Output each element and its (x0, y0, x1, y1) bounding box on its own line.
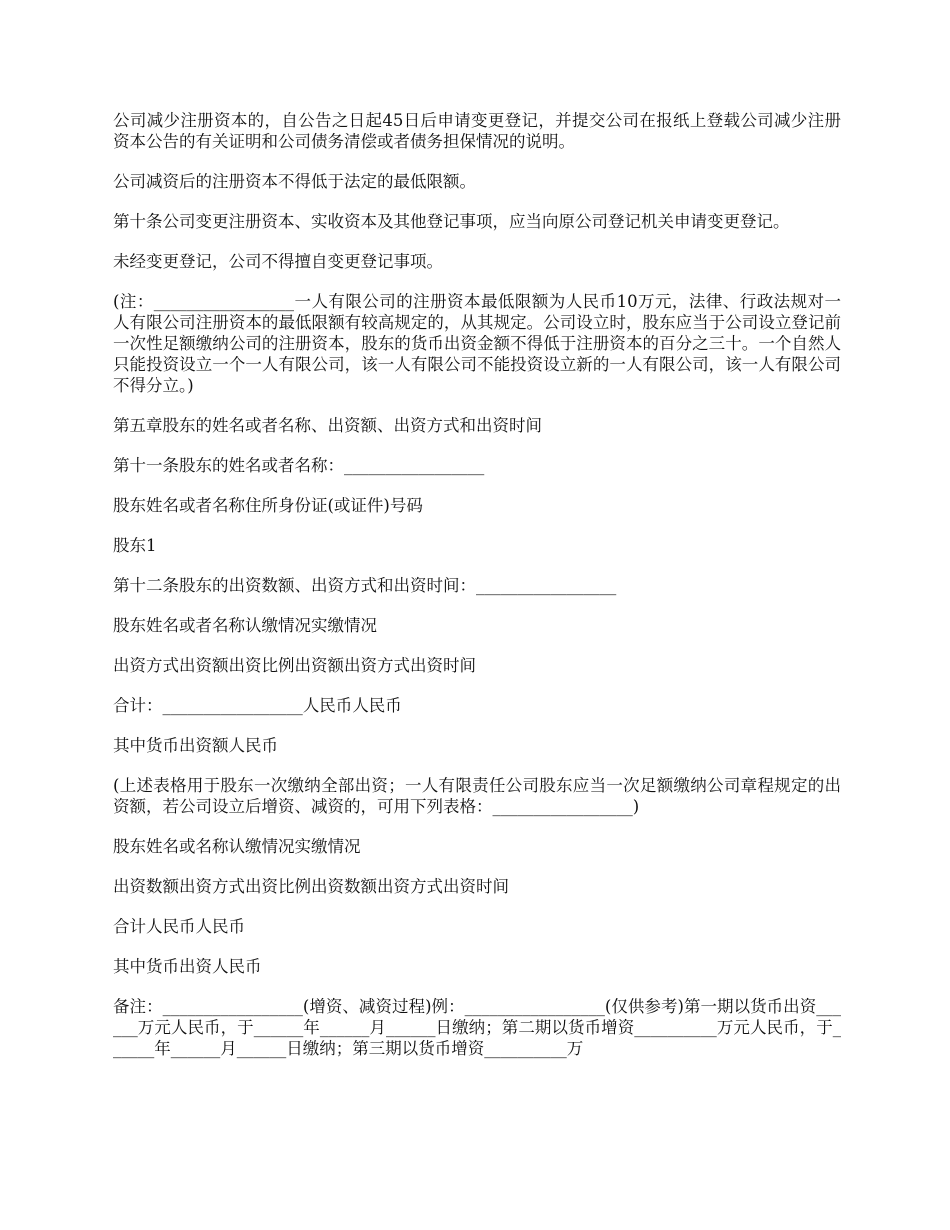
table-row-currency-contribution-2: 其中货币出资人民币 (113, 957, 262, 976)
paragraph-article-10: 第十条公司变更注册资本、实收资本及其他登记事项，应当向原公司登记机关申请变更登记。 (113, 212, 790, 231)
table-subheader-contribution-2: 出资数额出资方式出资比例出资数额出资方式出资时间 (113, 877, 509, 896)
table-row-shareholder-1: 股东1 (113, 536, 157, 555)
table-row-total: 合计：_________________人民币人民币 (113, 696, 402, 715)
table-header-shareholder-info: 股东姓名或者名称住所身份证(或证件)号码 (113, 496, 423, 515)
paragraph-minimum-capital: 公司减资后的注册资本不得低于法定的最低限额。 (113, 172, 476, 191)
paragraph-note-one-person-company: (注：_________________一人有限公司的注册资本最低限额为人民币10万元，法律、行政法规对一人有限公司注册资本的最低限额有较高规定的，从其规定。公司设立时，股东应当于公司设立登记前一次性足额缴纳公司的注册资本，股东的货币出资金额不得低于注册资本的百分之三十。一个自然人只能投资设立一个一人有限公司，该一人有限公司不能投资设立新的一人有限公司，该一人有限公司不得分立。) (113, 292, 841, 395)
document-body (113, 110, 841, 1078)
table-header-contribution-2: 股东姓名或名称认缴情况实缴情况 (113, 837, 361, 856)
paragraph-no-unregistered-change: 未经变更登记，公司不得擅自变更登记事项。 (113, 252, 443, 271)
paragraph-remarks: 备注：_________________(增资、减资过程)例：_________________(仅供参考)第一期以货币出资______万元人民币，于______年______月______日缴纳；第二期以货币增资__________万元人民币，于______年______月______日缴纳；第三期以货币增资__________万 (113, 997, 841, 1058)
paragraph-article-12: 第十二条股东的出资数额、出资方式和出资时间：_________________ (113, 576, 617, 595)
table-subheader-contribution: 出资方式出资额出资比例出资额出资方式出资时间 (113, 656, 476, 675)
table-row-currency-contribution: 其中货币出资额人民币 (113, 736, 278, 755)
table-header-contribution: 股东姓名或者名称认缴情况实缴情况 (113, 616, 377, 635)
chapter-5-heading: 第五章股东的姓名或者名称、出资额、出资方式和出资时间 (113, 416, 542, 435)
table-row-total-2: 合计人民币人民币 (113, 917, 245, 936)
paragraph-table-usage-note: (上述表格用于股东一次缴纳全部出资；一人有限责任公司股东应当一次足额缴纳公司章程规定的出资额，若公司设立后增资、减资的，可用下列表格：_________________) (113, 776, 841, 816)
paragraph-article-11: 第十一条股东的姓名或者名称：_________________ (113, 456, 485, 475)
paragraph-capital-reduction-registration: 公司减少注册资本的，自公告之日起45日后申请变更登记，并提交公司在报纸上登载公司减少注册资本公告的有关证明和公司债务清偿或者债务担保情况的说明。 (113, 111, 841, 151)
